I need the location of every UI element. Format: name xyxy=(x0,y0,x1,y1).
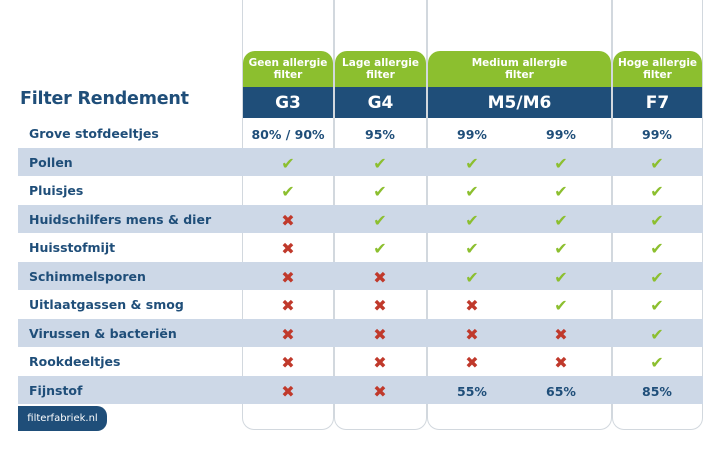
check-icon: ✔ xyxy=(373,153,387,173)
check-icon: ✔ xyxy=(465,210,479,230)
check-icon: ✔ xyxy=(465,238,479,258)
check-icon: ✔ xyxy=(554,295,568,315)
value-cell: 65% xyxy=(546,383,576,399)
row-label: Pluisjes xyxy=(29,183,84,198)
brand-badge: filterfabriek.nl xyxy=(18,406,107,431)
check-icon: ✔ xyxy=(650,210,664,230)
check-icon: ✔ xyxy=(650,153,664,173)
check-icon: ✔ xyxy=(650,352,664,372)
cross-icon: ✖ xyxy=(373,267,387,287)
cross-icon: ✖ xyxy=(281,210,295,230)
cross-icon: ✖ xyxy=(281,381,295,401)
row-label: Huidschilfers mens & dier xyxy=(29,212,212,227)
value-cell: 99% xyxy=(457,126,487,142)
class-header-f7: F7 xyxy=(613,87,702,118)
row-label: Fijnstof xyxy=(29,383,83,398)
value-cell: 80% / 90% xyxy=(251,126,325,142)
cross-icon: ✖ xyxy=(554,352,568,372)
check-icon: ✔ xyxy=(281,153,295,173)
check-icon: ✔ xyxy=(554,238,568,258)
cross-icon: ✖ xyxy=(373,295,387,315)
row-label: Schimmelsporen xyxy=(29,269,146,284)
check-icon: ✔ xyxy=(465,181,479,201)
cross-icon: ✖ xyxy=(465,324,479,344)
cross-icon: ✖ xyxy=(281,352,295,372)
group-header-g3: Geen allergie filter xyxy=(243,51,333,87)
check-icon: ✔ xyxy=(373,210,387,230)
check-icon: ✔ xyxy=(373,238,387,258)
check-icon: ✔ xyxy=(650,267,664,287)
table-title: Filter Rendement xyxy=(20,89,189,109)
value-cell: 55% xyxy=(457,383,487,399)
class-header-g3: G3 xyxy=(243,87,333,118)
check-icon: ✔ xyxy=(373,181,387,201)
cross-icon: ✖ xyxy=(465,295,479,315)
check-icon: ✔ xyxy=(281,181,295,201)
row-label: Grove stofdeeltjes xyxy=(29,126,159,141)
check-icon: ✔ xyxy=(554,153,568,173)
row-label: Huisstofmijt xyxy=(29,240,116,255)
group-header-m5m6: Medium allergie filter xyxy=(428,51,611,87)
value-cell: 99% xyxy=(546,126,576,142)
row-label: Pollen xyxy=(29,155,73,170)
row-label: Uitlaatgassen & smog xyxy=(29,297,184,312)
check-icon: ✔ xyxy=(554,267,568,287)
group-header-f7: Hoge allergie filter xyxy=(613,51,702,87)
check-icon: ✔ xyxy=(465,267,479,287)
cross-icon: ✖ xyxy=(373,324,387,344)
cross-icon: ✖ xyxy=(554,324,568,344)
check-icon: ✔ xyxy=(465,153,479,173)
value-cell: 85% xyxy=(642,383,672,399)
cross-icon: ✖ xyxy=(465,352,479,372)
cross-icon: ✖ xyxy=(281,295,295,315)
row-label: Virussen & bacteriën xyxy=(29,326,177,341)
cross-icon: ✖ xyxy=(373,381,387,401)
cross-icon: ✖ xyxy=(281,238,295,258)
check-icon: ✔ xyxy=(650,238,664,258)
cross-icon: ✖ xyxy=(281,267,295,287)
check-icon: ✔ xyxy=(554,210,568,230)
check-icon: ✔ xyxy=(650,295,664,315)
check-icon: ✔ xyxy=(650,181,664,201)
class-header-m5m6: M5/M6 xyxy=(428,87,611,118)
value-cell: 99% xyxy=(642,126,672,142)
check-icon: ✔ xyxy=(554,181,568,201)
cross-icon: ✖ xyxy=(281,324,295,344)
check-icon: ✔ xyxy=(650,324,664,344)
row-label: Rookdeeltjes xyxy=(29,354,121,369)
group-header-g4: Lage allergie filter xyxy=(335,51,426,87)
value-cell: 95% xyxy=(365,126,395,142)
cross-icon: ✖ xyxy=(373,352,387,372)
class-header-g4: G4 xyxy=(335,87,426,118)
